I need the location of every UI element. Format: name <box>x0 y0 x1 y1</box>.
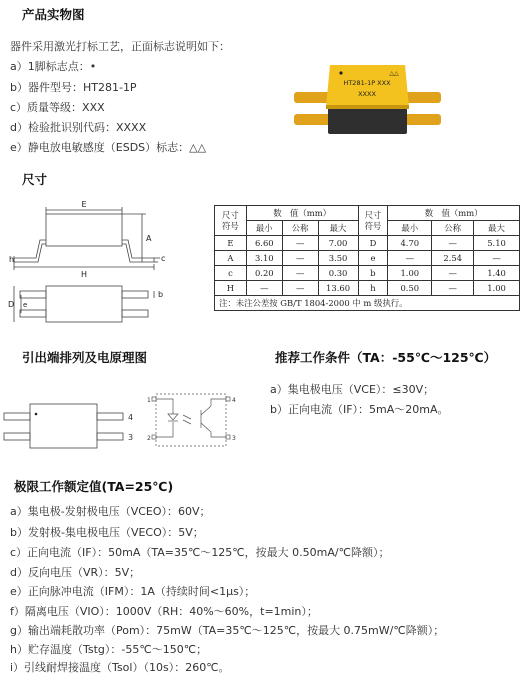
side-view-drawing <box>8 200 178 280</box>
sub-nom: 公称 <box>282 221 318 236</box>
limits-item-g: g）输出端耗散功率（Pom）：75mW（TA=35℃～125℃，按最大 0.75mW/℃降额）； <box>10 624 445 637</box>
photo-line1: HT281-1P XXX <box>343 79 391 87</box>
pin-layout-drawing <box>2 400 142 450</box>
dimension-table <box>214 205 520 311</box>
limits-item-i: i）引线耐焊接温度（Tsol）（10s）：260℃。 <box>10 661 230 674</box>
sub-max-2: 最大 <box>474 221 520 236</box>
pin1-dot-icon <box>35 413 38 416</box>
table-note: 注：未注公差按 GB/T 1804-2000 中 m 级执行。 <box>215 296 520 311</box>
table-cell: 0.20 <box>246 266 282 281</box>
limits-item-c: c）正向电流（IF）：50mA（TA=35℃～125℃，按最大 0.50mA/℃降额）； <box>10 546 390 559</box>
table-cell: 5.10 <box>474 236 520 251</box>
dim-label-D: D <box>8 300 15 309</box>
pin-label-3: 3 <box>128 433 134 442</box>
table-cell: — <box>474 251 520 266</box>
col-symbol-header-2: 尺寸 符号 <box>358 206 388 236</box>
product-item-d: d）检验批识别代码：XXXX <box>10 121 147 134</box>
limits-item-a: a）集电极-发射极电压（VCEO）：60V； <box>10 505 211 518</box>
schem-pin-2: 2 <box>147 435 151 442</box>
recommended-item-b: b）正向电流（IF）：5mA～20mA。 <box>270 403 449 416</box>
table-cell: — <box>388 251 432 266</box>
limits-item-f: f）隔离电压（VIO）：1000V（RH：40%～60%，t=1min）； <box>10 605 318 618</box>
limits-item-d: d）反向电压（VR）：5V； <box>10 566 141 579</box>
table-row <box>215 236 520 251</box>
table-cell: — <box>432 236 474 251</box>
table-note-row <box>215 296 520 311</box>
product-item-a: a）1脚标志点：• <box>10 60 97 73</box>
col-symbol-header: 尺寸 符号 <box>215 206 247 236</box>
table-cell: — <box>246 281 282 296</box>
table-cell: c <box>215 266 247 281</box>
table-row <box>215 281 520 296</box>
pinout-heading: 引出端排列及电原理图 <box>22 350 148 365</box>
pin1-dot-icon <box>339 71 342 74</box>
limits-item-h: h）贮存温度（Tstg）：-55℃～150℃； <box>10 643 208 656</box>
limits-heading: 极限工作额定值(TA=25℃) <box>14 479 174 494</box>
table-cell: e <box>358 251 388 266</box>
product-heading: 产品实物图 <box>22 7 85 22</box>
table-cell: 6.60 <box>246 236 282 251</box>
dim-label-e: e <box>23 301 28 309</box>
pin-label-4: 4 <box>128 413 134 422</box>
limits-item-e: e）正向脉冲电流（IFM）：1A（持续时间<1μs）； <box>10 585 256 598</box>
photo-line2: XXXX <box>358 90 376 98</box>
table-cell: — <box>432 266 474 281</box>
sub-min: 最小 <box>246 221 282 236</box>
table-cell: 3.50 <box>318 251 358 266</box>
table-cell: E <box>215 236 247 251</box>
sub-max: 最大 <box>318 221 358 236</box>
product-item-e: e）静电放电敏感度（ESDS）标志：△△ <box>10 141 207 154</box>
table-cell: — <box>282 266 318 281</box>
table-cell: — <box>282 236 318 251</box>
esds-mark: △△ <box>389 70 399 77</box>
dim-label-E: E <box>81 200 87 209</box>
dim-label-h: h <box>9 255 15 264</box>
table-cell: b <box>358 266 388 281</box>
table-cell: 1.00 <box>474 281 520 296</box>
table-cell: h <box>358 281 388 296</box>
dim-label-H: H <box>80 270 88 279</box>
recommended-item-a: a）集电极电压（VCE）：≤30V； <box>270 383 435 396</box>
table-cell: 0.30 <box>318 266 358 281</box>
schem-pin-1: 1 <box>147 397 151 404</box>
table-cell: 0.50 <box>388 281 432 296</box>
dimensions-heading: 尺寸 <box>22 172 48 187</box>
schem-pin-4: 4 <box>232 397 236 404</box>
table-row <box>215 251 520 266</box>
product-photo <box>290 55 445 140</box>
table-cell: 4.70 <box>388 236 432 251</box>
recommended-heading: 推荐工作条件（TA：-55℃～125℃） <box>275 350 497 365</box>
table-header-row <box>215 206 520 221</box>
limits-item-b: b）发射极-集电极电压（VECO）：5V； <box>10 526 204 539</box>
table-cell: 3.10 <box>246 251 282 266</box>
table-row <box>215 266 520 281</box>
sub-nom-2: 公称 <box>432 221 474 236</box>
product-intro: 器件采用激光打标工艺，正面标志说明如下： <box>10 40 230 53</box>
table-cell: — <box>282 281 318 296</box>
table-cell: H <box>215 281 247 296</box>
dim-label-b: b <box>158 290 164 299</box>
table-cell: 2.54 <box>432 251 474 266</box>
table-cell: 7.00 <box>318 236 358 251</box>
top-view-drawing <box>8 283 178 328</box>
dim-label-c: c <box>161 254 166 263</box>
table-cell: 13.60 <box>318 281 358 296</box>
dim-label-A: A <box>146 234 152 243</box>
product-item-c: c）质量等级：XXX <box>10 101 105 114</box>
table-cell: — <box>282 251 318 266</box>
table-cell: 1.40 <box>474 266 520 281</box>
col-value-header-2: 数 值（mm） <box>388 206 520 221</box>
table-cell: D <box>358 236 388 251</box>
schematic-drawing <box>145 388 235 450</box>
product-item-b: b）器件型号：HT281-1P <box>10 81 137 94</box>
sub-min-2: 最小 <box>388 221 432 236</box>
schem-pin-3: 3 <box>232 435 236 442</box>
table-cell: 1.00 <box>388 266 432 281</box>
table-cell: — <box>432 281 474 296</box>
table-cell: A <box>215 251 247 266</box>
col-value-header: 数 值（mm） <box>246 206 358 221</box>
